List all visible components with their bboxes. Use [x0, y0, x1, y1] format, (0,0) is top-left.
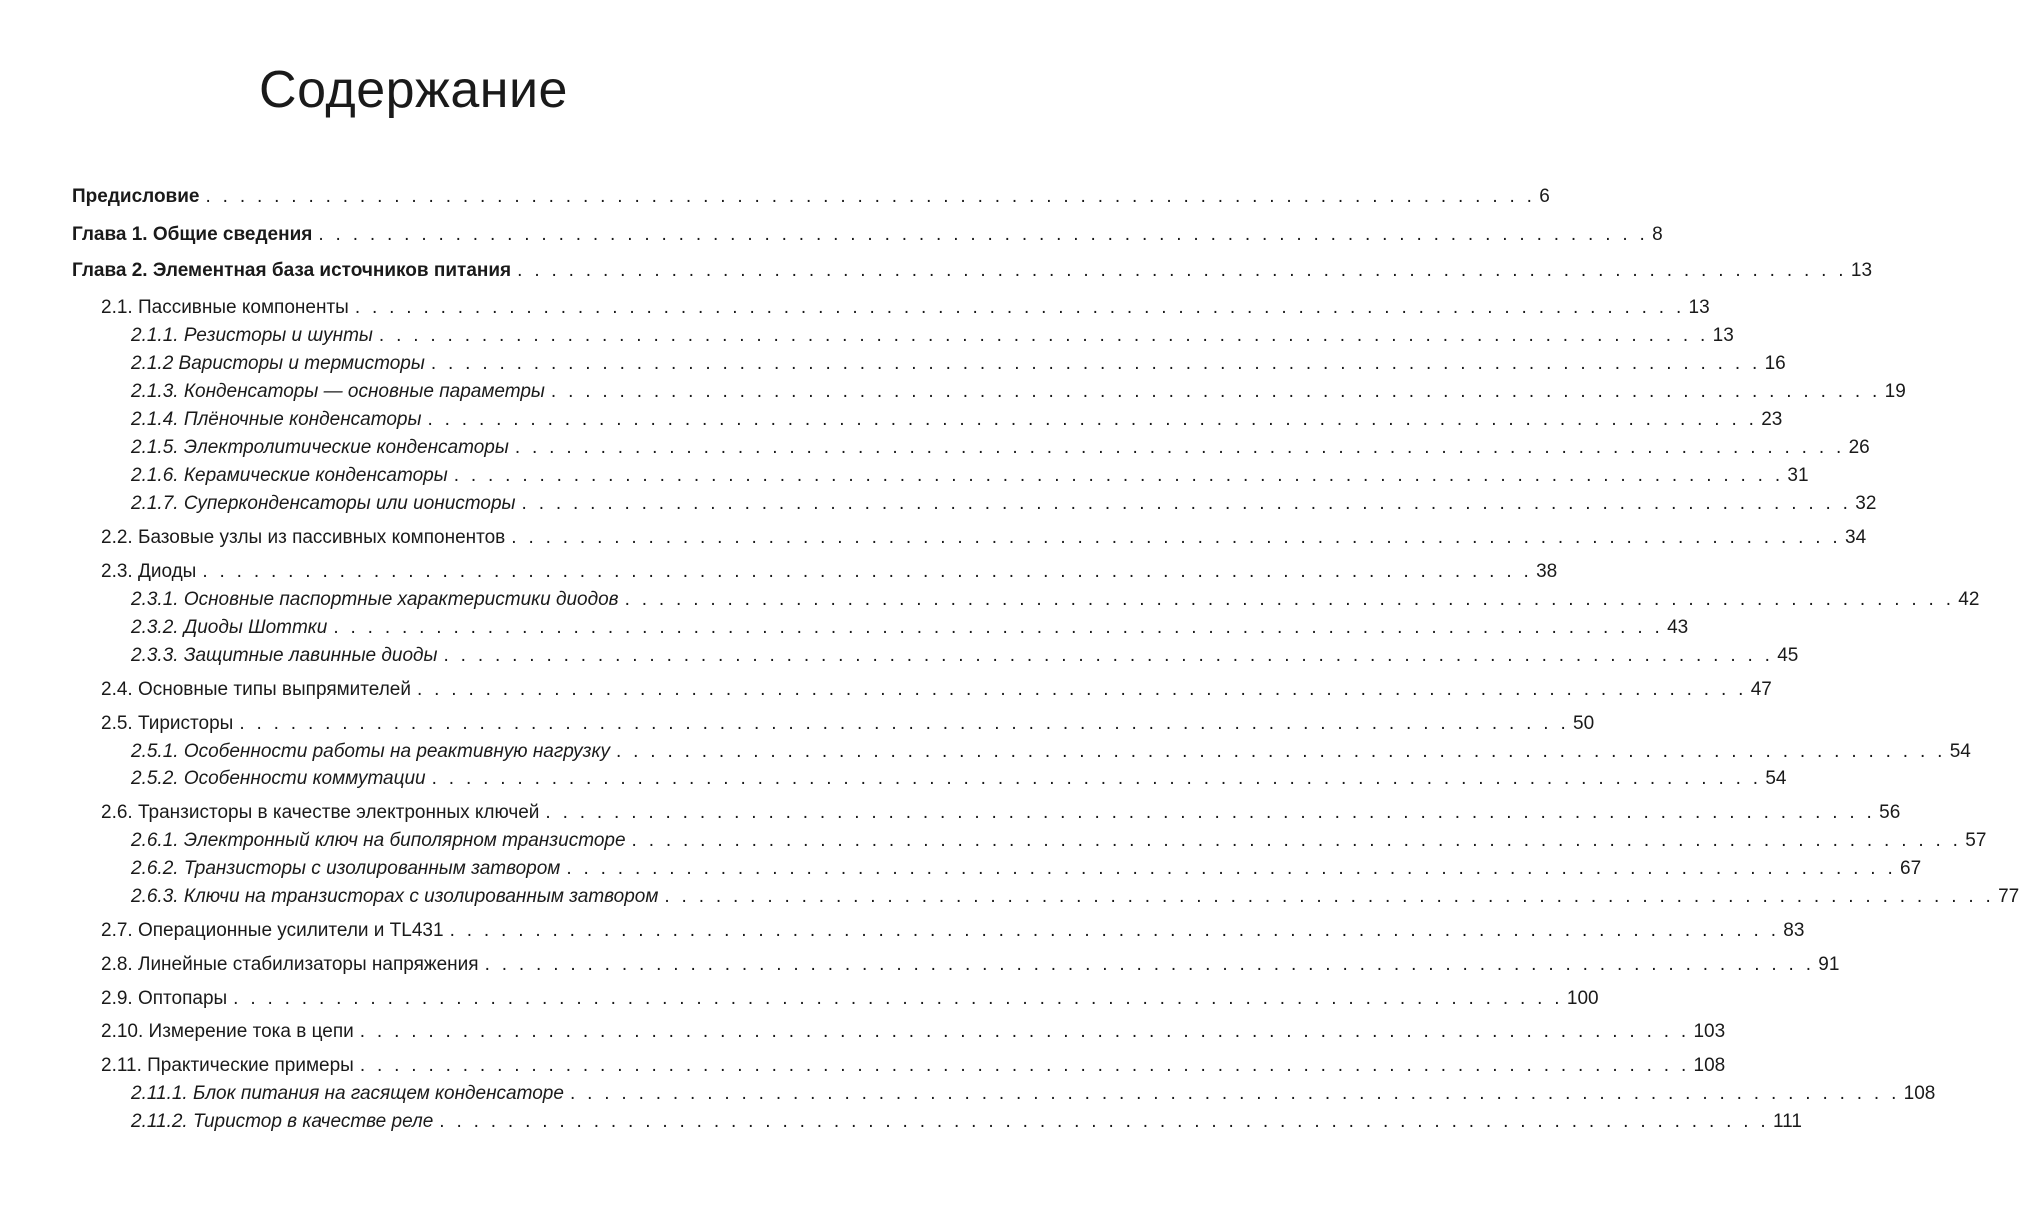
toc-entry-2-6-2[interactable] [131, 855, 1922, 883]
toc-entry-page: 19 [1884, 381, 1906, 402]
toc-entry-page: 67 [1900, 858, 1922, 879]
page-title: Содержание [259, 61, 568, 119]
dot-leader: . . . . . . . . . . . . . . . . . . . . . . . . . . . . . . . . . . . . . . . . . . . . . . . . . . . . . . . . . . . . . . . . . . . . . . . . . . . . . . [202, 561, 1533, 582]
toc-entry-page: 42 [1958, 589, 1980, 610]
toc-entry-page: 54 [1765, 768, 1787, 789]
dot-leader: . . . . . . . . . . . . . . . . . . . . . . . . . . . . . . . . . . . . . . . . . . . . . . . . . . . . . . . . . . . . . . . . . . . . . . . . . . . . . . [521, 493, 1852, 514]
toc-entry-2-3-2[interactable] [131, 614, 1689, 642]
toc-entry-label: 2.2. Базовые узлы из пассивных компонентов [101, 527, 506, 548]
toc-entry-2-11-1[interactable] [131, 1080, 1936, 1108]
toc-entry-chapter-1[interactable] [72, 221, 1663, 249]
toc-entry-page: 23 [1761, 409, 1783, 430]
toc-entry-2-2[interactable] [101, 524, 1867, 552]
dot-leader: . . . . . . . . . . . . . . . . . . . . . . . . . . . . . . . . . . . . . . . . . . . . . . . . . . . . . . . . . . . . . . . . . . . . . . . . . . . . . . [205, 186, 1536, 207]
toc-entry-page: 8 [1652, 224, 1663, 245]
toc-entry-2-11-2[interactable] [131, 1108, 1802, 1136]
toc-entry-page: 26 [1848, 437, 1870, 458]
dot-leader: . . . . . . . . . . . . . . . . . . . . . . . . . . . . . . . . . . . . . . . . . . . . . . . . . . . . . . . . . . . . . . . . . . . . . . . . . . . . . . [484, 954, 1815, 975]
toc-entry-label: 2.1.1. Резисторы и шунты [131, 325, 373, 346]
dot-leader: . . . . . . . . . . . . . . . . . . . . . . . . . . . . . . . . . . . . . . . . . . . . . . . . . . . . . . . . . . . . . . . . . . . . . . . . . . . . . . [318, 224, 1649, 245]
dot-leader: . . . . . . . . . . . . . . . . . . . . . . . . . . . . . . . . . . . . . . . . . . . . . . . . . . . . . . . . . . . . . . . . . . . . . . . . . . . . . . [359, 1055, 1690, 1076]
toc-entry-page: 57 [1965, 830, 1987, 851]
dot-leader: . . . . . . . . . . . . . . . . . . . . . . . . . . . . . . . . . . . . . . . . . . . . . . . . . . . . . . . . . . . . . . . . . . . . . . . . . . . . . . [233, 988, 1563, 1009]
dot-leader: . . . . . . . . . . . . . . . . . . . . . . . . . . . . . . . . . . . . . . . . . . . . . . . . . . . . . . . . . . . . . . . . . . . . . . . . . . . . . . [416, 679, 1747, 700]
dot-leader: . . . . . . . . . . . . . . . . . . . . . . . . . . . . . . . . . . . . . . . . . . . . . . . . . . . . . . . . . . . . . . . . . . . . . . . . . . . . . . [359, 1021, 1690, 1042]
toc-entry-page: 91 [1818, 954, 1840, 975]
toc-entry-page: 32 [1855, 493, 1877, 514]
toc-entry-2-1-1[interactable] [131, 322, 1734, 350]
dot-leader: . . . . . . . . . . . . . . . . . . . . . . . . . . . . . . . . . . . . . . . . . . . . . . . . . . . . . . . . . . . . . . . . . . . . . . . . . . . . . . [514, 437, 1845, 458]
toc-entry-page: 16 [1764, 353, 1786, 374]
dot-leader: . . . . . . . . . . . . . . . . . . . . . . . . . . . . . . . . . . . . . . . . . . . . . . . . . . . . . . . . . . . . . . . . . . . . . . . . . . . . . . [511, 527, 1841, 548]
dot-leader: . . . . . . . . . . . . . . . . . . . . . . . . . . . . . . . . . . . . . . . . . . . . . . . . . . . . . . . . . . . . . . . . . . . . . . . . . . . . . . [427, 409, 1758, 430]
toc-entry-2-5-1[interactable] [131, 738, 1971, 766]
toc-entry-page: 56 [1879, 802, 1901, 823]
toc-entry-label: Глава 2. Элементная база источников питания [72, 260, 512, 281]
toc-entry-label: 2.1.4. Плёночные конденсаторы [131, 409, 422, 430]
toc-entry-label: 2.4. Основные типы выпрямителей [101, 679, 411, 700]
dot-leader: . . . . . . . . . . . . . . . . . . . . . . . . . . . . . . . . . . . . . . . . . . . . . . . . . . . . . . . . . . . . . . . . . . . . . . . . . . . . . . [430, 353, 1761, 374]
toc-entry-label: 2.3. Диоды [101, 561, 197, 582]
toc-entry-page: 43 [1667, 617, 1689, 638]
toc-entry-2-1-5[interactable] [131, 434, 1870, 462]
toc-entry-page: 50 [1573, 713, 1595, 734]
toc-entry-2-10[interactable] [101, 1018, 1726, 1046]
toc-entry-label: 2.5.1. Особенности работы на реактивную нагрузку [131, 741, 610, 762]
toc-entry-page: 77 [1998, 886, 2019, 907]
toc-entry-2-5[interactable] [101, 710, 1595, 738]
dot-leader: . . . . . . . . . . . . . . . . . . . . . . . . . . . . . . . . . . . . . . . . . . . . . . . . . . . . . . . . . . . . . . . . . . . . . . . . . . . . . . [569, 1083, 1900, 1104]
dot-leader: . . . . . . . . . . . . . . . . . . . . . . . . . . . . . . . . . . . . . . . . . . . . . . . . . . . . . . . . . . . . . . . . . . . . . . . . . . . . . . [449, 920, 1780, 941]
toc-entry-label: Глава 1. Общие сведения [72, 224, 313, 245]
dot-leader: . . . . . . . . . . . . . . . . . . . . . . . . . . . . . . . . . . . . . . . . . . . . . . . . . . . . . . . . . . . . . . . . . . . . . . . . . . . . . . [631, 830, 1962, 851]
dot-leader: . . . . . . . . . . . . . . . . . . . . . . . . . . . . . . . . . . . . . . . . . . . . . . . . . . . . . . . . . . . . . . . . . . . . . . . . . . . . . . [453, 465, 1784, 486]
dot-leader: . . . . . . . . . . . . . . . . . . . . . . . . . . . . . . . . . . . . . . . . . . . . . . . . . . . . . . . . . . . . . . . . . . . . . . . . . . . . . . [624, 589, 1955, 610]
toc-entry-2-1-4[interactable] [131, 406, 1783, 434]
toc-entry-2-1[interactable] [101, 294, 1710, 322]
toc-entry-2-3-1[interactable] [131, 586, 1980, 614]
toc-entry-2-3[interactable] [101, 558, 1558, 586]
toc-entry-page: 47 [1750, 679, 1772, 700]
dot-leader: . . . . . . . . . . . . . . . . . . . . . . . . . . . . . . . . . . . . . . . . . . . . . . . . . . . . . . . . . . . . . . . . . . . . . . . . . . . . . . [615, 741, 1946, 762]
toc-entry-page: 38 [1536, 561, 1558, 582]
dot-leader: . . . . . . . . . . . . . . . . . . . . . . . . . . . . . . . . . . . . . . . . . . . . . . . . . . . . . . . . . . . . . . . . . . . . . . . . . . . . . . [431, 768, 1762, 789]
toc-entry-2-4[interactable] [101, 676, 1772, 704]
toc-entry-label: 2.10. Измерение тока в цепи [101, 1021, 354, 1042]
toc-entry-chapter-2[interactable] [72, 257, 1873, 285]
toc-entry-page: 13 [1712, 325, 1734, 346]
toc-entry-label: 2.5. Тиристоры [101, 713, 234, 734]
toc-entry-page: 83 [1783, 920, 1805, 941]
toc-entry-label: 2.1.7. Суперконденсаторы или ионисторы [131, 493, 516, 514]
toc-entry-label: 2.6. Транзисторы в качестве электронных ключей [101, 802, 540, 823]
toc-entry-2-6-3[interactable] [131, 883, 2019, 911]
toc-entry-label: 2.1. Пассивные компоненты [101, 297, 349, 318]
dot-leader: . . . . . . . . . . . . . . . . . . . . . . . . . . . . . . . . . . . . . . . . . . . . . . . . . . . . . . . . . . . . . . . . . . . . . . . . . . . . . . [545, 802, 1876, 823]
toc-entry-label: 2.7. Операционные усилители и TL431 [101, 920, 444, 941]
toc-entry-2-8[interactable] [101, 951, 1840, 979]
toc-entry-label: 2.1.5. Электролитические конденсаторы [131, 437, 509, 458]
toc-entry-label: Предисловие [72, 186, 200, 207]
toc-entry-label: 2.6.3. Ключи на транзисторах с изолированным затвором [131, 886, 659, 907]
dot-leader: . . . . . . . . . . . . . . . . . . . . . . . . . . . . . . . . . . . . . . . . . . . . . . . . . . . . . . . . . . . . . . . . . . . . . . . . . . . . . . [378, 325, 1709, 346]
toc-entry-label: 2.6.2. Транзисторы с изолированным затвором [131, 858, 561, 879]
dot-leader: . . . . . . . . . . . . . . . . . . . . . . . . . . . . . . . . . . . . . . . . . . . . . . . . . . . . . . . . . . . . . . . . . . . . . . . . . . . . . . [550, 381, 1881, 402]
toc-entry-page: 108 [1693, 1055, 1726, 1076]
toc-entry-2-6-1[interactable] [131, 827, 1987, 855]
toc-entry-2-9[interactable] [101, 985, 1599, 1013]
toc-entry-page: 100 [1566, 988, 1599, 1009]
toc-entry-2-1-3[interactable] [131, 378, 1906, 406]
dot-leader: . . . . . . . . . . . . . . . . . . . . . . . . . . . . . . . . . . . . . . . . . . . . . . . . . . . . . . . . . . . . . . . . . . . . . . . . . . . . . . [354, 297, 1685, 318]
toc-entry-2-1-6[interactable] [131, 462, 1809, 490]
toc-entry-label: 2.9. Оптопары [101, 988, 228, 1009]
toc-entry-label: 2.3.1. Основные паспортные характеристики диодов [131, 589, 619, 610]
toc-entry-label: 2.1.3. Конденсаторы — основные параметры [131, 381, 545, 402]
toc-entry-label: 2.6.1. Электронный ключ на биполярном транзисторе [131, 830, 626, 851]
toc-entry-page: 111 [1773, 1111, 1802, 1132]
dot-leader: . . . . . . . . . . . . . . . . . . . . . . . . . . . . . . . . . . . . . . . . . . . . . . . . . . . . . . . . . . . . . . . . . . . . . . . . . . . . . . [664, 886, 1995, 907]
toc-entry-label: 2.8. Линейные стабилизаторы напряжения [101, 954, 479, 975]
toc-entry-2-7[interactable] [101, 917, 1805, 945]
toc-entry-label: 2.11.1. Блок питания на гасящем конденсаторе [131, 1083, 564, 1104]
toc-entry-2-1-7[interactable] [131, 490, 1877, 518]
toc-entry-page: 13 [1850, 260, 1873, 281]
toc-entry-label: 2.11. Практические примеры [101, 1055, 354, 1076]
toc-entry-label: 2.3.3. Защитные лавинные диоды [131, 645, 438, 666]
toc-entry-page: 54 [1949, 741, 1971, 762]
dot-leader: . . . . . . . . . . . . . . . . . . . . . . . . . . . . . . . . . . . . . . . . . . . . . . . . . . . . . . . . . . . . . . . . . . . . . . . . . . . . . . [333, 617, 1664, 638]
toc-entry-page: 45 [1777, 645, 1799, 666]
toc-entry-preface[interactable] [72, 183, 1550, 211]
dot-leader: . . . . . . . . . . . . . . . . . . . . . . . . . . . . . . . . . . . . . . . . . . . . . . . . . . . . . . . . . . . . . . . . . . . . . . . . . . . . . . [517, 260, 1847, 281]
toc-entry-page: 6 [1539, 186, 1550, 207]
dot-leader: . . . . . . . . . . . . . . . . . . . . . . . . . . . . . . . . . . . . . . . . . . . . . . . . . . . . . . . . . . . . . . . . . . . . . . . . . . . . . . [239, 713, 1570, 734]
toc-entry-2-1-2[interactable] [131, 350, 1786, 378]
toc-entry-page: 34 [1845, 527, 1867, 548]
toc-entry-page: 13 [1688, 297, 1710, 318]
toc-entry-2-5-2[interactable] [131, 765, 1787, 793]
toc-entry-page: 103 [1693, 1021, 1726, 1042]
toc-entry-2-6[interactable] [101, 799, 1901, 827]
dot-leader: . . . . . . . . . . . . . . . . . . . . . . . . . . . . . . . . . . . . . . . . . . . . . . . . . . . . . . . . . . . . . . . . . . . . . . . . . . . . . . [566, 858, 1897, 879]
toc-entry-2-3-3[interactable] [131, 642, 1799, 670]
toc-entry-page: 31 [1787, 465, 1809, 486]
toc-entry-2-11[interactable] [101, 1052, 1726, 1080]
dot-leader: . . . . . . . . . . . . . . . . . . . . . . . . . . . . . . . . . . . . . . . . . . . . . . . . . . . . . . . . . . . . . . . . . . . . . . . . . . . . . . [439, 1111, 1770, 1132]
toc-entry-label: 2.3.2. Диоды Шоттки [131, 617, 328, 638]
toc-entry-label: 2.1.6. Керамические конденсаторы [131, 465, 448, 486]
toc-entry-label: 2.5.2. Особенности коммутации [131, 768, 426, 789]
dot-leader: . . . . . . . . . . . . . . . . . . . . . . . . . . . . . . . . . . . . . . . . . . . . . . . . . . . . . . . . . . . . . . . . . . . . . . . . . . . . . . [443, 645, 1774, 666]
toc-entry-label: 2.11.2. Тиристор в качестве реле [131, 1111, 434, 1132]
toc-entry-label: 2.1.2 Варисторы и термисторы [131, 353, 425, 374]
toc-entry-page: 108 [1903, 1083, 1936, 1104]
